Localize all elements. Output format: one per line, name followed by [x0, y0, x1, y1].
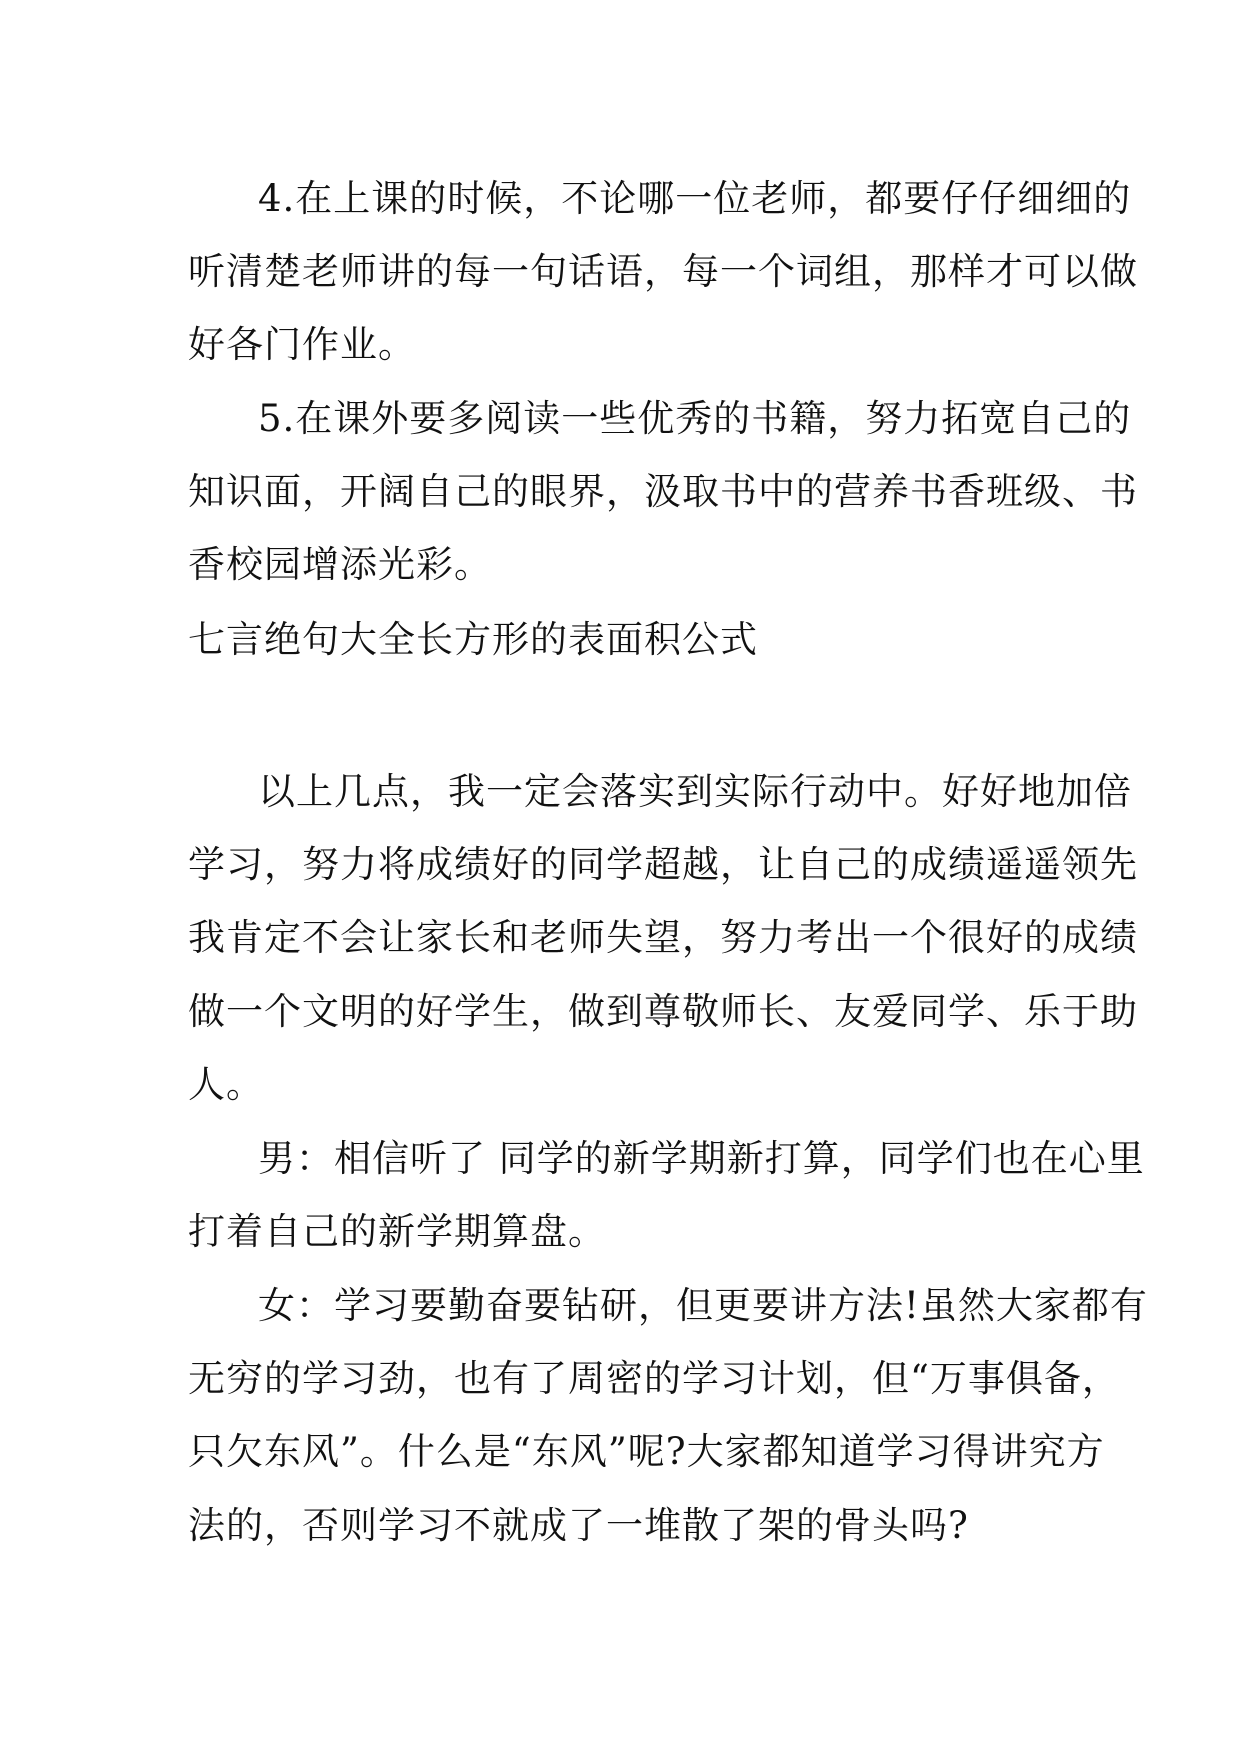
text-line: 香校园增添光彩。	[188, 543, 492, 586]
text-line: 打着自己的新学期算盘。	[188, 1210, 606, 1253]
text-line: 以上几点，我一定会落实到实际行动中。好好地加倍	[258, 770, 1132, 813]
text-line: 5.在课外要多阅读一些优秀的书籍，努力拓宽自己的	[258, 397, 1132, 440]
text-line: 4.在上课的时候，不论哪一位老师，都要仔仔细细的	[258, 177, 1132, 220]
text-line: 女：学习要勤奋要钻研，但更要讲方法!虽然大家都有	[258, 1284, 1148, 1327]
text-line: 听清楚老师讲的每一句话语，每一个词组，那样才可以做	[188, 250, 1138, 293]
text-line: 法的，否则学习不就成了一堆散了架的骨头吗?	[188, 1504, 969, 1547]
text-line: 学习，努力将成绩好的同学超越，让自己的成绩遥遥领先	[188, 843, 1138, 886]
text-line: 无穷的学习劲，也有了周密的学习计划，但“万事俱备，	[188, 1357, 1120, 1400]
text-line: 好各门作业。	[188, 323, 416, 366]
heading-line: 七言绝句大全长方形的表面积公式	[188, 618, 758, 661]
text-line: 我肯定不会让家长和老师失望，努力考出一个很好的成绩	[188, 916, 1138, 959]
text-line: 只欠东风”。什么是“东风”呢?大家都知道学习得讲究方	[188, 1430, 1105, 1473]
text-line: 知识面，开阔自己的眼界，汲取书中的营养书香班级、书	[188, 470, 1138, 513]
text-line: 男：相信听了 同学的新学期新打算，同学们也在心里	[258, 1137, 1145, 1180]
text-line: 人。	[188, 1063, 264, 1106]
text-line: 做一个文明的好学生，做到尊敬师长、友爱同学、乐于助	[188, 990, 1138, 1033]
